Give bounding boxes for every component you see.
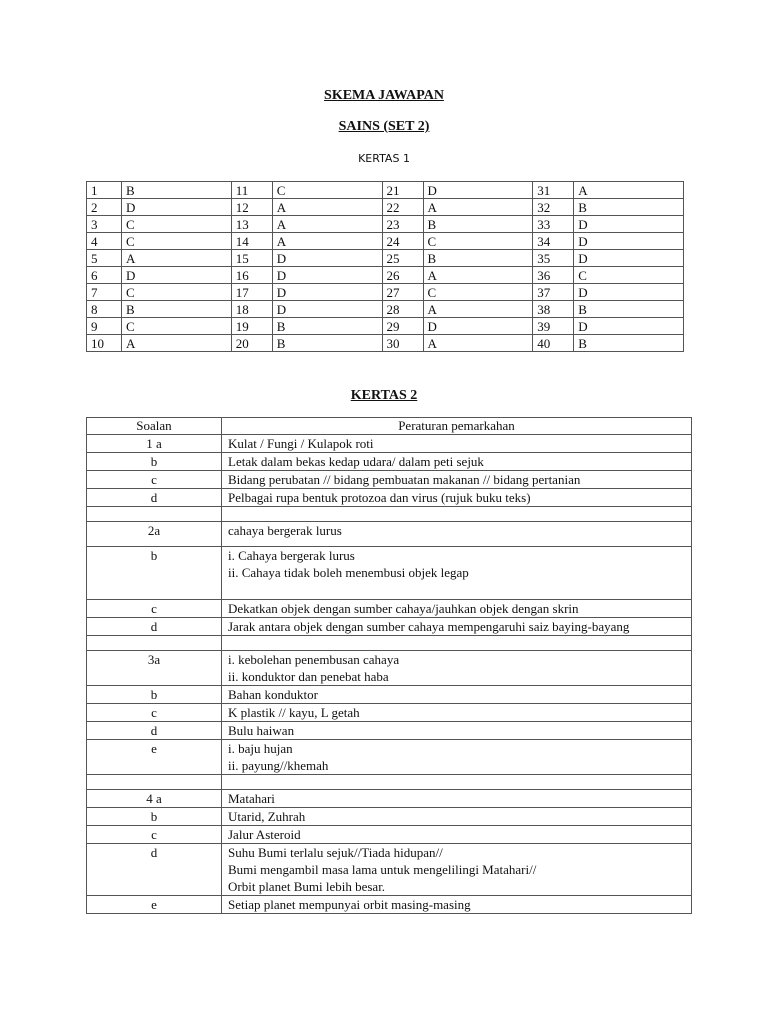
table-row	[87, 435, 692, 453]
answer-letter: B	[122, 301, 232, 318]
question-number: 3	[87, 216, 122, 233]
question-label: e	[87, 896, 222, 914]
answer-letter: A	[272, 199, 382, 216]
question-number: 38	[533, 301, 574, 318]
question-label: c	[87, 826, 222, 844]
answer-letter: D	[574, 250, 684, 267]
document-title: SKEMA JAWAPAN	[324, 88, 444, 103]
question-number: 30	[382, 335, 423, 352]
marking-scheme-cell	[222, 471, 692, 489]
answer-letter: D	[272, 301, 382, 318]
question-number: 36	[533, 267, 574, 284]
question-label: d	[87, 844, 222, 896]
marking-scheme-cell	[222, 489, 692, 507]
table-row	[87, 489, 692, 507]
table-row	[87, 284, 684, 301]
answer-letter: C	[272, 182, 382, 199]
spacer-cell	[222, 507, 692, 522]
question-label: c	[87, 704, 222, 722]
table-row	[87, 522, 692, 547]
answer-letter: D	[574, 233, 684, 250]
marking-line: Jarak antara objek dengan sumber cahaya mempengaruhi saiz baying-bayang	[228, 619, 630, 634]
table-row	[87, 686, 692, 704]
table-row	[87, 301, 684, 318]
table-row	[87, 216, 684, 233]
question-number: 22	[382, 199, 423, 216]
question-number: 10	[87, 335, 122, 352]
marking-line: ii. payung//khemah	[228, 758, 329, 773]
table-header-row	[87, 418, 692, 435]
answer-letter: B	[122, 182, 232, 199]
question-number: 2	[87, 199, 122, 216]
answer-letter: B	[423, 216, 533, 233]
question-number: 39	[533, 318, 574, 335]
answer-letter: B	[272, 318, 382, 335]
marking-line: Utarid, Zuhrah	[228, 809, 306, 824]
spacer-cell	[87, 636, 222, 651]
marking-scheme-cell	[222, 790, 692, 808]
question-number: 27	[382, 284, 423, 301]
question-number: 34	[533, 233, 574, 250]
document-subtitle: SAINS (SET 2)	[338, 119, 430, 134]
table-row	[87, 453, 692, 471]
table-row	[87, 808, 692, 826]
question-label: b	[87, 686, 222, 704]
table-row	[87, 600, 692, 618]
table-row	[87, 826, 692, 844]
question-number: 11	[231, 182, 272, 199]
answer-letter: A	[423, 199, 533, 216]
marking-scheme-cell	[222, 618, 692, 636]
question-number: 32	[533, 199, 574, 216]
table-row	[87, 199, 684, 216]
question-label: d	[87, 618, 222, 636]
marking-line: i. Cahaya bergerak lurus	[228, 548, 355, 563]
question-number: 25	[382, 250, 423, 267]
spacer-row	[87, 775, 692, 790]
column-header-peraturan: Peraturan pemarkahan	[222, 418, 692, 435]
answer-letter: B	[574, 301, 684, 318]
marking-line: Dekatkan objek dengan sumber cahaya/jauhkan objek dengan skrin	[228, 601, 579, 616]
question-label: b	[87, 547, 222, 600]
question-label: b	[87, 453, 222, 471]
marking-line: ii. Cahaya tidak boleh menembusi objek legap	[228, 565, 469, 580]
marking-line: i. kebolehan penembusan cahaya	[228, 652, 400, 667]
kertas2-marking-table	[86, 417, 692, 914]
question-number: 12	[231, 199, 272, 216]
question-number: 40	[533, 335, 574, 352]
question-number: 19	[231, 318, 272, 335]
question-number: 16	[231, 267, 272, 284]
question-number: 1	[87, 182, 122, 199]
marking-scheme-cell	[222, 844, 692, 896]
marking-scheme-cell	[222, 651, 692, 686]
table-row	[87, 233, 684, 250]
marking-line: Matahari	[228, 791, 275, 806]
answer-letter: A	[423, 335, 533, 352]
question-number: 23	[382, 216, 423, 233]
question-number: 18	[231, 301, 272, 318]
answer-letter: A	[423, 267, 533, 284]
answer-letter: B	[423, 250, 533, 267]
marking-line: Bulu haiwan	[228, 723, 295, 738]
answer-letter: D	[574, 216, 684, 233]
table-row	[87, 318, 684, 335]
answer-letter: C	[122, 233, 232, 250]
answer-letter: D	[272, 284, 382, 301]
answer-letter: B	[574, 335, 684, 352]
table-row	[87, 896, 692, 914]
spacer-row	[87, 507, 692, 522]
marking-scheme-cell	[222, 722, 692, 740]
question-number: 21	[382, 182, 423, 199]
marking-line: Orbit planet Bumi lebih besar.	[228, 879, 386, 894]
question-number: 5	[87, 250, 122, 267]
answer-letter: B	[272, 335, 382, 352]
marking-line: i. baju hujan	[228, 741, 293, 756]
table-row	[87, 740, 692, 775]
answer-letter: D	[122, 267, 232, 284]
question-label: d	[87, 722, 222, 740]
question-label: 1 a	[87, 435, 222, 453]
question-number: 29	[382, 318, 423, 335]
question-label: e	[87, 740, 222, 775]
marking-scheme-cell	[222, 547, 692, 600]
answer-letter: A	[574, 182, 684, 199]
table-row	[87, 250, 684, 267]
table-row	[87, 790, 692, 808]
question-number: 8	[87, 301, 122, 318]
table-row	[87, 547, 692, 600]
question-number: 4	[87, 233, 122, 250]
question-label: 2a	[87, 522, 222, 547]
question-number: 35	[533, 250, 574, 267]
kertas1-heading: KERTAS 1	[358, 152, 410, 165]
marking-line: cahaya bergerak lurus	[228, 523, 342, 538]
table-row	[87, 471, 692, 489]
answer-letter: C	[122, 318, 232, 335]
question-label: b	[87, 808, 222, 826]
answer-letter: C	[423, 233, 533, 250]
answer-letter: D	[272, 267, 382, 284]
column-header-soalan: Soalan	[87, 418, 222, 435]
answer-letter: C	[423, 284, 533, 301]
table-row	[87, 182, 684, 199]
answer-letter: A	[122, 250, 232, 267]
table-row	[87, 267, 684, 284]
marking-line: Bidang perubatan // bidang pembuatan makanan // bidang pertanian	[228, 472, 581, 487]
marking-scheme-cell	[222, 740, 692, 775]
spacer-row	[87, 636, 692, 651]
question-label: 4 a	[87, 790, 222, 808]
marking-scheme-cell	[222, 896, 692, 914]
marking-line: K plastik // kayu, L getah	[228, 705, 360, 720]
marking-scheme-cell	[222, 435, 692, 453]
table-row	[87, 704, 692, 722]
answer-letter: D	[272, 250, 382, 267]
question-number: 17	[231, 284, 272, 301]
marking-scheme-cell	[222, 453, 692, 471]
answer-letter: D	[423, 182, 533, 199]
marking-line: Jalur Asteroid	[228, 827, 301, 842]
marking-scheme-cell	[222, 826, 692, 844]
table-row	[87, 651, 692, 686]
answer-letter: B	[574, 199, 684, 216]
question-number: 31	[533, 182, 574, 199]
answer-letter: A	[272, 216, 382, 233]
marking-line: Bahan konduktor	[228, 687, 318, 702]
spacer-cell	[222, 636, 692, 651]
marking-scheme-cell	[222, 704, 692, 722]
table-row	[87, 722, 692, 740]
table-row	[87, 844, 692, 896]
answer-letter: C	[122, 216, 232, 233]
answer-letter: A	[423, 301, 533, 318]
marking-scheme-cell	[222, 808, 692, 826]
question-number: 20	[231, 335, 272, 352]
question-number: 24	[382, 233, 423, 250]
marking-line: ii. konduktor dan penebat haba	[228, 669, 389, 684]
table-row	[87, 618, 692, 636]
spacer-cell	[87, 775, 222, 790]
marking-line: Kulat / Fungi / Kulapok roti	[228, 436, 374, 451]
question-number: 26	[382, 267, 423, 284]
question-number: 9	[87, 318, 122, 335]
marking-scheme-cell	[222, 686, 692, 704]
kertas1-answer-table	[86, 181, 684, 352]
table-row	[87, 335, 684, 352]
answer-letter: C	[574, 267, 684, 284]
answer-letter: A	[122, 335, 232, 352]
question-number: 14	[231, 233, 272, 250]
question-number: 13	[231, 216, 272, 233]
answer-letter: D	[423, 318, 533, 335]
answer-letter: C	[122, 284, 232, 301]
marking-scheme-cell	[222, 600, 692, 618]
answer-letter: D	[574, 318, 684, 335]
question-label: c	[87, 471, 222, 489]
question-number: 7	[87, 284, 122, 301]
question-number: 33	[533, 216, 574, 233]
question-number: 37	[533, 284, 574, 301]
marking-line: Letak dalam bekas kedap udara/ dalam peti sejuk	[228, 454, 484, 469]
question-number: 6	[87, 267, 122, 284]
question-label: 3a	[87, 651, 222, 686]
marking-line: Setiap planet mempunyai orbit masing-masing	[228, 897, 471, 912]
kertas2-heading: KERTAS 2	[350, 388, 418, 403]
marking-line: Bumi mengambil masa lama untuk mengelilingi Matahari//	[228, 862, 537, 877]
question-number: 15	[231, 250, 272, 267]
question-number: 28	[382, 301, 423, 318]
spacer-cell	[222, 775, 692, 790]
answer-letter: D	[574, 284, 684, 301]
question-label: c	[87, 600, 222, 618]
marking-line: Pelbagai rupa bentuk protozoa dan virus (rujuk buku teks)	[228, 490, 531, 505]
answer-letter: D	[122, 199, 232, 216]
marking-line: Suhu Bumi terlalu sejuk//Tiada hidupan//	[228, 845, 443, 860]
marking-scheme-cell	[222, 522, 692, 547]
answer-letter: A	[272, 233, 382, 250]
question-label: d	[87, 489, 222, 507]
spacer-cell	[87, 507, 222, 522]
